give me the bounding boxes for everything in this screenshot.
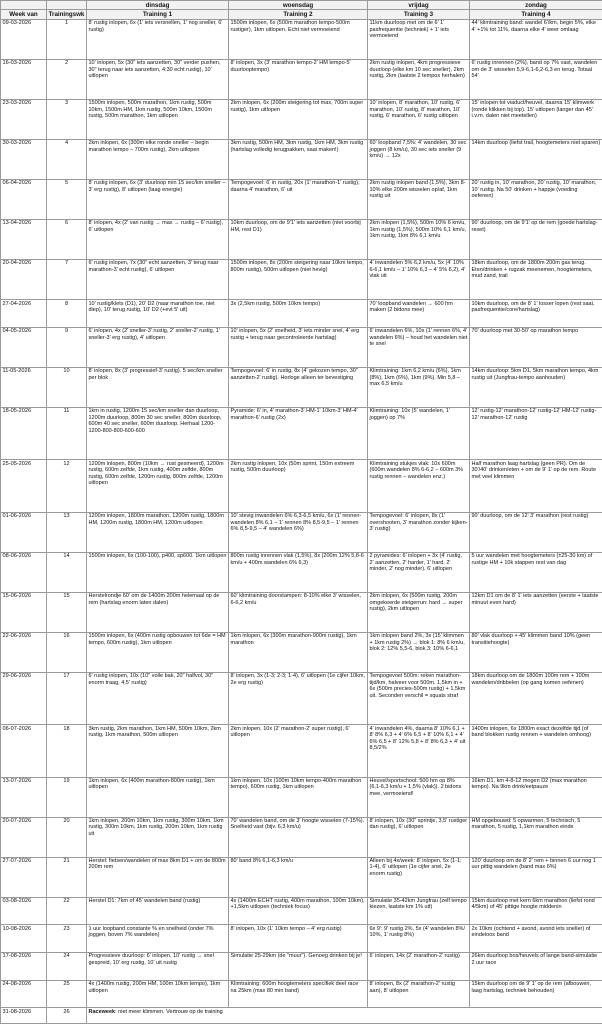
training-2-cell: 3x (2,5km rustig, 500m 10km tempo): [229, 300, 368, 328]
training-4-cell: 10km duurloop, om de 8' 1' losser lopen (rest saai, pasfrequentie/core/hartslag): [470, 300, 602, 328]
week-row: [1, 897, 602, 925]
week-start-date: 18-05-2026: [1, 407, 47, 459]
week-row: [1, 953, 602, 981]
training-2-cell: Simulatie 25-29km (de "muur"). Genoeg drinken bij je!: [229, 953, 368, 981]
training-1-cell: 3km rustig, 2km marathon, 1km HM, 500m 10km, 2km rustig, 1km marathon, 500m uitlopen: [87, 725, 229, 777]
week-start-date: 30-03-2026: [1, 140, 47, 180]
training-3-cell: 70' loopband wandelen → 600 hm maken (2 bidons mee): [368, 300, 470, 328]
week-row: [1, 672, 602, 724]
week-row: [1, 60, 602, 100]
header-empty-cell: [1, 1, 47, 10]
week-row: [1, 100, 602, 140]
training-2-cell: Klimtraining: 600m hoogtemeters specifiek deel race na 25km (max 80 min band): [229, 980, 368, 1008]
week-start-date: 24-08-2026: [1, 980, 47, 1008]
header-trainingswk: Trainingswk: [47, 10, 87, 20]
training-2-cell: 70' wandelen band, om de 3' hoogte wisselen (7-15%). Snelheid vast (bijv. 6,3 km/u): [229, 817, 368, 857]
training-4-cell: Half marathon laag hartslag (geen PR). Om de 30'/40' drinken/eten + om de 9' 1' op de rem. Route met veel klimmen: [470, 460, 602, 512]
race-week-note: : niet meer klimmen. Vertrouw op de training: [115, 1008, 223, 1015]
week-start-date: 29-06-2026: [1, 672, 47, 724]
training-2-cell: 10km duurloop, om de 9'1' iets aanzetten (niet voorbij HM, rest D1): [229, 220, 368, 260]
week-row: [1, 260, 602, 300]
header-day-tuesday: dinsdag: [87, 1, 229, 10]
week-row: [1, 300, 602, 328]
training-week-number: 13: [47, 512, 87, 552]
training-3-cell: 6' inlopen, 14x (2' marathon-2' rustig): [368, 953, 470, 981]
training-4-cell: 6' rustig inrennen (2%), band op 7% vast, wandelen om de 3' wisselen 5,9-6,1-6,2-6,3 en terug. Totaal 54': [470, 60, 602, 100]
header-row-columns: [1, 10, 602, 20]
training-week-number: 26: [47, 1008, 87, 1024]
training-2-cell: 1500m inlopen, 8x (200m steigering naar 10km tempo, 800m rustig), 500m uitlopen (niet hevig): [229, 260, 368, 300]
header-day-friday: vrijdag: [368, 1, 470, 10]
training-1-cell: 1500m inlopen, 6x (400m rustig opbouwen tot 6de = HM tempo, 600m rustig), 1km uitlopen: [87, 632, 229, 672]
training-2-cell: 1km inlopen, 10x (100m 10km tempo-400m marathon tempo), 600m rustig, 1km uitlopen: [229, 777, 368, 817]
training-1-cell: 1km inlopen, 200m 10km, 1km rustig, 300m 10km, 1km rustig, 300m 10km, 1km rustig, 200m 10km, 1km rustig uit: [87, 817, 229, 857]
training-1-cell: 6' rustig inlopen, 7x (30" echt aanzetten, 3' terug naar marathon-3' echt rustig), 6' uitlopen: [87, 260, 229, 300]
training-week-number: 10: [47, 367, 87, 407]
training-3-cell: 2 pyramides: 6' inlopen + 3x (4' rustig, 2' aanzetten, 2' harder, 1' hard, 2' minder, 2' nog minder). 6' uitlopen: [368, 552, 470, 592]
training-2-cell: 1km inlopen, 6x (300m marathon-900m rustig), 1km marathon: [229, 632, 368, 672]
training-week-number: 22: [47, 897, 87, 925]
training-week-number: 4: [47, 140, 87, 180]
week-start-date: 20-07-2026: [1, 817, 47, 857]
training-3-cell: 4' inwandelen 5% 6,2 km/u, 5x (4' 10% 6-6,1 km/u – 1' 10% 6,3 – 4' 5% 6,2), 4' vlak uit: [368, 260, 470, 300]
race-week-cell: [87, 1008, 602, 1024]
training-week-number: 25: [47, 980, 87, 1008]
week-row: [1, 980, 602, 1008]
training-3-cell: 1km inlopen band 2%, 3x (15' klimmen + 1km rustig 2%) → blok 1: 8% 6 km/u, blok 2: 12% 5,5-6, blok 3: 10% 6-6,1: [368, 632, 470, 672]
training-3-cell: Klimtraining stukjes vlak: 10x 600m (600m wandelen 8% 6-6,2 – 600m 3% rustig rennen – wandelen enz.): [368, 460, 470, 512]
header-training-1: Training 1: [87, 10, 229, 20]
week-start-date: 06-07-2026: [1, 725, 47, 777]
training-4-cell: 16km D1, km 4-8-12 mogen D2 (max marathon tempo). Na 9km drink/eetpauze: [470, 777, 602, 817]
training-4-cell: HM opgebouwd: 5 opwarmen, 5 technisch, 5 marathon, 5 rustig, 1,1km marathon einde: [470, 817, 602, 857]
header-day-sunday: zondag: [470, 1, 602, 10]
week-start-date: 17-08-2026: [1, 953, 47, 981]
training-week-number: 18: [47, 725, 87, 777]
training-4-cell: 80' vlak duurloop + 45' klimmen band 10% (geen transitiehoogte): [470, 632, 602, 672]
training-1-cell: 10' inlopen, 5x (30" iets aanzetten, 30" verder pushen, 30" terug naar iets aanzetten, 4:30 echt rustig), 10' uitlopen: [87, 60, 229, 100]
training-week-number: 11: [47, 407, 87, 459]
week-row: [1, 552, 602, 592]
training-week-number: 6: [47, 220, 87, 260]
training-3-cell: 2km rustig inlopen, 4km progressieve duurloop (elke km 10 sec sneller), 2km rustig, 2km (laatste 2 tempos herhalen): [368, 60, 470, 100]
training-week-number: 5: [47, 180, 87, 220]
header-training-2: Training 2: [229, 10, 368, 20]
week-row: [1, 140, 602, 180]
training-week-number: 1: [47, 20, 87, 60]
training-week-number: 21: [47, 857, 87, 897]
training-2-cell: 8' inlopen, 10x (1' 10km tempo – 4' erg rustig): [229, 925, 368, 953]
training-4-cell: 15km duurloop met kern 6km marathon (liefst rond 4/5km) of 45' pittige hoogte middenin: [470, 897, 602, 925]
training-1-cell: 1km inlopen, 6x (400m marathon-800m rustig), 1km uitlopen: [87, 777, 229, 817]
training-3-cell: 4' inwandelen 4%, daarna 8' 10% 6,1 + 8' 8% 6,3 + 4' 6% 6,5 + 8' 10% 6,1 + 4' 6% 6,5 + 8' 12% 5,8 + 8' 8% 6,3 + 4' uit 8,5/2%: [368, 725, 470, 777]
training-3-cell: 8' inlopen, 10x (30" sprintje, 3,5' rustiger dan rustig), 6' uitlopen: [368, 817, 470, 857]
training-4-cell: 12km D1 om de 8' 1' iets aanzetten (eerste + laatste minuut even hard): [470, 592, 602, 632]
training-4-cell: 120' duurloop om de 8' 2' rem + binnen 6 uur nog 1 uur pittig wandelen (band max 6%): [470, 857, 602, 897]
week-row: [1, 925, 602, 953]
training-3-cell: Klimtraining: 10x (5' wandelen, 1' joggen) op 7%: [368, 407, 470, 459]
training-4-cell: 18km duurloop, om de 1800m 200m gas terug. Eten/drinken + rugzak meenemen, hoogtemeters, mud zand, trail: [470, 260, 602, 300]
week-start-date: 13-07-2026: [1, 777, 47, 817]
training-1-cell: 8' rustig inlopen, 6x (3' duurloop min 15 sec/km sneller – 3' erg rustig), 8' uitlopen (laag energie): [87, 180, 229, 220]
training-1-cell: Progressieve duurloop: 6' inlopen, 10' rustig → snel gespreid, 10' erg rustig, 10' uit rustig: [87, 953, 229, 981]
training-week-number: 24: [47, 953, 87, 981]
header-empty-cell: [47, 1, 87, 10]
training-1-cell: 1200m inlopen, 1800m marathon, 1200m rustig, 1800m HM, 1200m rustig, 1800m HM, 1200m uitlopen: [87, 512, 229, 552]
training-2-cell: 10' stevig inwandelen 6% 6,3-6,5 km/u, 6x (1' rennen-wandelen 8% 6,1 – 1' rennen 8% 8,5-9,5 – 1' rennen 6% 8,5-9,5 – 4' wandelen 6%): [229, 512, 368, 552]
training-2-cell: 60' klimtraining doorstampen: 8-10% elke 3' wisselen, 6-6,2 km/u: [229, 592, 368, 632]
week-row: [1, 512, 602, 552]
schedule-body: [1, 20, 602, 1024]
week-start-date: 27-07-2026: [1, 857, 47, 897]
week-start-date: 13-04-2026: [1, 220, 47, 260]
training-week-number: 15: [47, 592, 87, 632]
week-start-date: 25-05-2026: [1, 460, 47, 512]
training-2-cell: 2km rustig inlopen, 10x (50m sprint, 150m extreem rustig, 500m duurloop): [229, 460, 368, 512]
training-3-cell: 11km duurloop met om de 6' 1' pasfrequentie (techniek) + 1' iets vermoeiend: [368, 20, 470, 60]
training-2-cell: 3km rustig, 500m HM, 3km rustig, 1km HM, 3km rustig (hartslag volledig terugpakken, saai maken!): [229, 140, 368, 180]
training-3-cell: 2km rustig inlopen band (1,5%), 3km 8-10% elke 200m wisselen op/af, 1km rustig uit: [368, 180, 470, 220]
week-row: [1, 857, 602, 897]
training-4-cell: 90' duurloop, om de 12' 3' marathon (rest rustig): [470, 512, 602, 552]
week-start-date: 04-05-2026: [1, 327, 47, 367]
week-row: [1, 327, 602, 367]
training-4-cell: 14km duurloop (liefst trail, hoogtemeters niet sparen): [470, 140, 602, 180]
week-start-date: 16-03-2026: [1, 60, 47, 100]
week-row: [1, 407, 602, 459]
week-row: [1, 725, 602, 777]
training-week-number: 12: [47, 460, 87, 512]
training-1-cell: 1200m inlopen, 800m (10km → rust gesmeerd), 1200m rustig, 600m zelfde, 1km rustig, 400m zelfde, 800m rustig, 600m zelfde, 1200m rustig, 800m zelfde, 1200m uitlopen: [87, 460, 229, 512]
training-week-number: 2: [47, 60, 87, 100]
week-row: [1, 817, 602, 857]
week-start-date: 08-06-2026: [1, 552, 47, 592]
training-week-number: 14: [47, 552, 87, 592]
training-1-cell: 8' inlopen, 4x (2' van rustig → max → rustig – 6' rustig), 6' uitlopen: [87, 220, 229, 260]
week-row: [1, 777, 602, 817]
week-start-date: 15-06-2026: [1, 592, 47, 632]
training-2-cell: 80' band 8% 6,1-6,3 km/u: [229, 857, 368, 897]
week-row-race: [1, 1008, 602, 1024]
training-3-cell: 60' loopband 7,5%: 4' wandelen, 30 sec joggen (8 km/u), 30 sec iets sneller (9 km/u) → 12x: [368, 140, 470, 180]
week-start-date: 31-08-2026: [1, 1008, 47, 1024]
training-2-cell: Pyramide: 6' in, 4' marathon-3' HM-1' 10km-3' HM-4' marathon-6' rustig (2x): [229, 407, 368, 459]
training-1-cell: 6' inlopen, 4x (2' sneller-3' rustig, 2' sneller-2' rustig, 1' sneller-3' erg rustig), 4' uitlopen: [87, 327, 229, 367]
training-3-cell: 6' inwandelen 6%, 10x (1' rennen 6%, 4' wandelen 6%) – houd het wandelen niet te snel: [368, 327, 470, 367]
training-2-cell: 4x (1400m ECHT rustig, 400m marathon, 100m 10km), +1,5km uitlopen (techniek focus): [229, 897, 368, 925]
training-week-number: 19: [47, 777, 87, 817]
training-1-cell: 6' rustig inlopen, 10x (10" volle bak, 20" halfvol, 30" enorm traag, 4,5' rustig): [87, 672, 229, 724]
week-start-date: 09-03-2026: [1, 20, 47, 60]
training-4-cell: 15km duurloop om de 9' 1' op de rem (afbouwen, laag hartslag, techniek behouden): [470, 980, 602, 1008]
training-week-number: 3: [47, 100, 87, 140]
training-week-number: 20: [47, 817, 87, 857]
training-3-cell: Tempogevoel 500m: reken marathon-tijd/km, halveer voor 500m. 1,5km in + 6x (500m precies-500m rustig) + 1,5km uit. Seconden verschil = squats straf: [368, 672, 470, 724]
training-1-cell: Herstelrondje 60' om de 1400m 200m helemaal op de rem (hartslag enorm laten dalen): [87, 592, 229, 632]
header-day-wednesday: woensdag: [229, 1, 368, 10]
training-1-cell: 1500m inlopen, 500m marathon, 1km rustig, 500m 10km, 1500m HM, 1km rustig, 500m 10km, 1500m rustig, 500m marathon, 1km uitlopen: [87, 100, 229, 140]
week-start-date: 01-06-2026: [1, 512, 47, 552]
week-start-date: 20-04-2026: [1, 260, 47, 300]
training-2-cell: 800m rustig inrennen vlak (1,5%), 8x (200m 12% 5,8-6 km/u + 400m wandelen 6% 6,3): [229, 552, 368, 592]
training-1-cell: 8' rustig inlopen, 6x (1' iets versnellen, 1' nog sneller, 6' rustig): [87, 20, 229, 60]
training-3-cell: Alleen bij 4x/week: 8' inlopen, 5x (1-1; 1-4), 6' uitlopen (1e cijfer snel, 2e enorm rustig): [368, 857, 470, 897]
training-week-number: 9: [47, 327, 87, 367]
training-week-number: 17: [47, 672, 87, 724]
training-2-cell: 2km inlopen, 10x (2' marathon-2' super rustig), 6' uitlopen: [229, 725, 368, 777]
training-3-cell: 10' inlopen, 8' marathon, 10' rustig, 6' marathon, 10' rustig, 8' marathon, 10' rustig, 6' marathon, 6' rustig uitlopen: [368, 100, 470, 140]
header-row-days: [1, 1, 602, 10]
training-1-cell: 2km inlopen, 6x (300m elke ronde sneller – begin marathon tempo – 700m rustig), 2km uitlopen: [87, 140, 229, 180]
training-4-cell: 12' rustig-12' marathon-12' rustig-12' HM-12' rustig-12' marathon-12' rustig: [470, 407, 602, 459]
week-row: [1, 180, 602, 220]
week-row: [1, 460, 602, 512]
week-start-date: 27-04-2026: [1, 300, 47, 328]
training-3-cell: Heuvel/sportschool: 500 hm op 8% (6,1-6,3 km/u + 1,5% (vlak)). 2 bidons mee, vermoeiend!: [368, 777, 470, 817]
training-week-number: 16: [47, 632, 87, 672]
training-3-cell: 8' inlopen, 8x (2' marathon-2' rustig aan), 8' uitlopen: [368, 980, 470, 1008]
week-start-date: 06-04-2026: [1, 180, 47, 220]
training-4-cell: 15' inlopen tot viaduct/heuvel, daarna 15' klimwerk (ronde klikken bij top). 15' uitlopen (langer dan 45' i.v.m. dalen niet meetellen): [470, 100, 602, 140]
week-row: [1, 367, 602, 407]
training-week-number: 23: [47, 925, 87, 953]
training-2-cell: Tempogevoel: 6' in rustig, 8x (4' gekozen tempo, 30" aanzetten-2' rustig). Horloge alleen ter bevestiging: [229, 367, 368, 407]
header-week-van: Week van: [1, 10, 47, 20]
week-start-date: 11-05-2026: [1, 367, 47, 407]
training-1-cell: 4x (1400m rustig, 200m HM, 100m 10km tempo), 1km uitlopen: [87, 980, 229, 1008]
training-1-cell: 1km in rustig, 1200m 15 sec/km sneller dan duurloop, 1200m duurloop, 800m 30 sec sneller, 800m duurloop, 600m 40 sec sneller, 600m duurloop. Herhaal 1200-1200-800-800-600-600: [87, 407, 229, 459]
training-1-cell: Herstel D1: 7km of 45' wandelen band (rustig): [87, 897, 229, 925]
training-4-cell: 1400m inlopen, 6x 1800m exact dezelfde tijd (of band blokken rustig rennen + wandelen omhoog): [470, 725, 602, 777]
training-4-cell: 18km duurloop om de 1800m 100m rem + 100m wandelen/dribbelen (op gang komen oefenen): [470, 672, 602, 724]
training-4-cell: 14km duurloop: 5km D1, 5km marathon tempo, 4km rustig uit (Jungfrau-tempo aanhouden): [470, 367, 602, 407]
header-training-4: Training 4: [470, 10, 602, 20]
training-4-cell: 44' klimtraining band: wandel 6'/km, begin 5%, elke 4' +1% tot 11%, daarna elke 4' weer omlaag: [470, 20, 602, 60]
week-start-date: 22-06-2026: [1, 632, 47, 672]
training-3-cell: Klimtraining: 1km 6,2 km/u (6%), 1km (8%), 1km (6%), 1km (9%). Min 5,8 – max 6,5 km/u: [368, 367, 470, 407]
training-week-number: 7: [47, 260, 87, 300]
training-3-cell: 2km inlopen, 6x (500m rustig, 200m omgekeerde steigerrun: hard → super rustig), 2km uitlopen: [368, 592, 470, 632]
training-2-cell: 2km inlopen, 6x (200m steigering tot max, 700m super rustig), 1km uitlopen: [229, 100, 368, 140]
training-1-cell: 8' inlopen, 8x (3' progressief-3' rustig). 5 sec/km sneller per blok: [87, 367, 229, 407]
training-3-cell: Tempogevoel: 6' inlopen, 8x (1' overshooten, 3' marathon zonder kijken-3' rustig): [368, 512, 470, 552]
training-4-cell: 90' duurloop, om de 9'1' op de rem (goede hartslag-reset): [470, 220, 602, 260]
training-3-cell: 2km inlopen (1,5%), 500m 10% 6 km/u, 1km rustig (1,5%), 500m 10% 6,1 km/u, 1km rustig, 1km 8% 6,1 km/u: [368, 220, 470, 260]
training-1-cell: 1500m inlopen, 6x (100-100), p400, sp600. 1km uitlopen: [87, 552, 229, 592]
training-4-cell: 2x 10km (ochtend + avond, avond iets sneller) of eindeloos band: [470, 925, 602, 953]
training-1-cell: 10' rustig/klets (D1), 20' D2 (naar marathon toe, niet diep), 10' terug rustig, 10' D2 (+evt 5' uit): [87, 300, 229, 328]
week-row: [1, 632, 602, 672]
training-1-cell: Herstel: fietsen/wandelen of max 8km D1 + om de 800m 200m rem: [87, 857, 229, 897]
training-2-cell: 8' inlopen, 3x (3' marathon tempo-2' HM tempo-5' duurlooptempo): [229, 60, 368, 100]
training-3-cell: 6x 9': 9' rustig 2%, 5x (4' wandelen 8%/ 10%, 1' rustig 8%): [368, 925, 470, 953]
week-start-date: 10-08-2026: [1, 925, 47, 953]
training-1-cell: 1 uur loopband constante % en snelheid (onder 7% joggen, boven 7% wandelen): [87, 925, 229, 953]
training-2-cell: 8' inlopen, 3x (1-3; 2-3; 1-4), 6' uitlopen (1e cijfer 10km, 2e erg rustig): [229, 672, 368, 724]
training-2-cell: 10' inlopen, 5x (2' snelheid, 3' iets minder snel, 4' erg rustig + terug naar gecontroleerde hartslag): [229, 327, 368, 367]
week-row: [1, 220, 602, 260]
training-2-cell: 1500m inlopen, 6x (500m marathon tempo-500m rustiger), 1km uitlopen. Echt niet vermoeiend: [229, 20, 368, 60]
race-week-label: Raceweek: [88, 1008, 116, 1015]
training-4-cell: 20' rustig in, 10' marathon, 20' rustig, 10' marathon, 10' rustig. Na 50' drinken + happje (voeding oefenen): [470, 180, 602, 220]
header-training-3: Training 3: [368, 10, 470, 20]
week-start-date: 03-08-2026: [1, 897, 47, 925]
training-3-cell: Simulatie 35-42km Jungfrau (zelf tempo kiezen, laatste km 1% uit): [368, 897, 470, 925]
training-4-cell: 5 uur wandelen met hoogtemeters (±25-30 km) of rustige HM + 10k stappen rest van dag: [470, 552, 602, 592]
training-2-cell: Tempogevoel: 6' in rustig, 20x (1' marathon-1' rustig), daarna 4' marathon, 6' uit: [229, 180, 368, 220]
week-row: [1, 20, 602, 60]
training-4-cell: 26km duurloop bos/heuvels of lange band-simulatie 2 uur race: [470, 953, 602, 981]
week-row: [1, 592, 602, 632]
training-week-number: 8: [47, 300, 87, 328]
week-start-date: 23-03-2026: [1, 100, 47, 140]
training-4-cell: 70' duurloop met 30-50' op marathon tempo: [470, 327, 602, 367]
